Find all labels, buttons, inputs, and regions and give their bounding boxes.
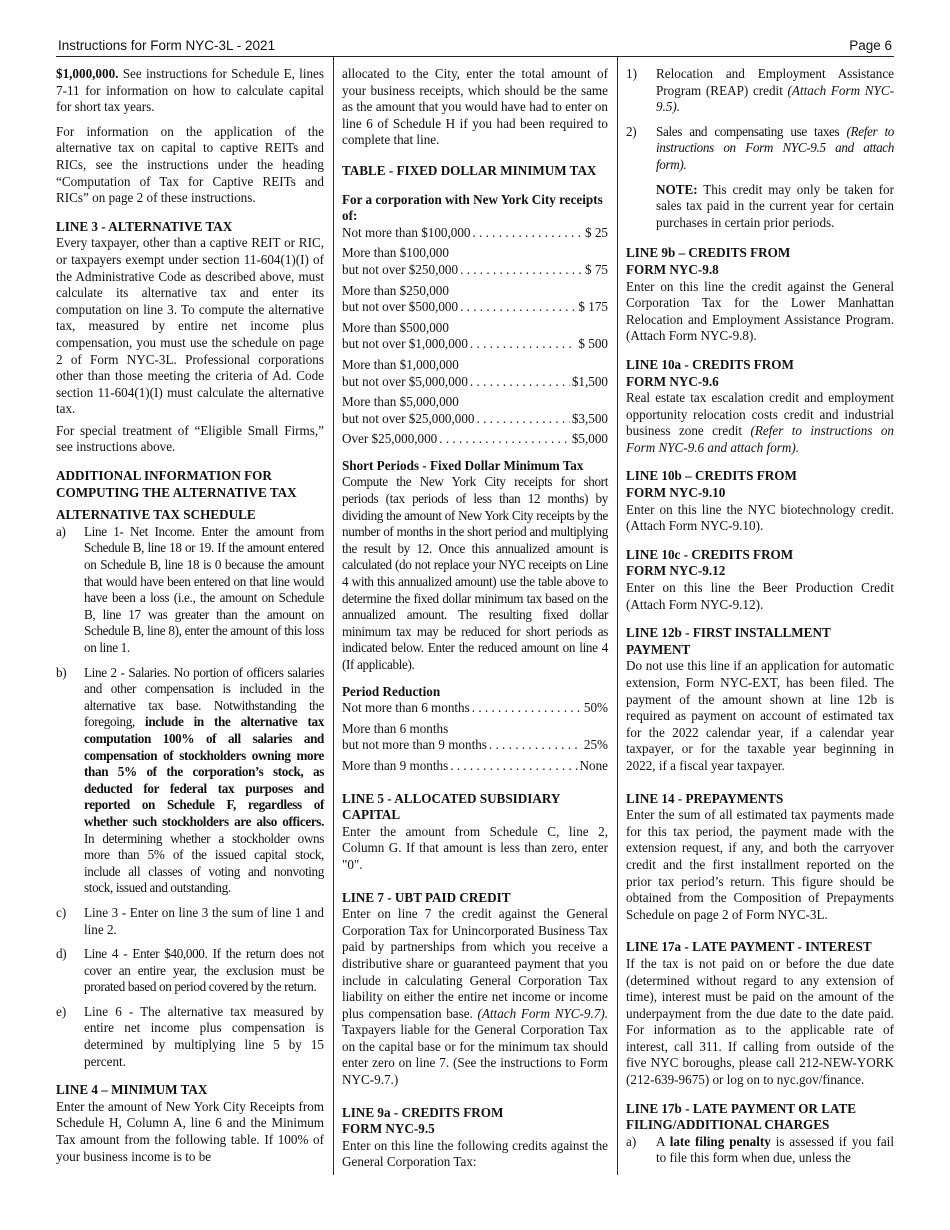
list-item-text: Line 3 - Enter on line 3 the sum of line 1 and line 2. xyxy=(84,904,324,937)
list-item-text: Line 6 - The alternative tax measured by entire net income plus compensation is determined by multiplying line 5 by 15 percent. xyxy=(84,1003,324,1069)
table-row xyxy=(342,758,608,775)
table-cell-range: More than $100,000 xyxy=(342,245,449,261)
section-heading-line-12b xyxy=(626,625,894,658)
table-cell-reduction: 50% xyxy=(583,700,608,716)
heading-line: FORM NYC-9.8 xyxy=(626,261,719,277)
table-row xyxy=(342,283,608,316)
column-1 xyxy=(56,66,324,1165)
list-item-bold: include in the alternative tax computation 100% of all salaries and compensation of stockholders owning more than 5% of the corporation’s stock, as deducted for federal tax purposes and reported on Schedule F, regardless of whether such stockholders are also officers. xyxy=(84,714,324,829)
section-heading-line-10b xyxy=(626,468,894,501)
table-cell-period: More than 6 months xyxy=(342,720,449,736)
table-cell-amount: $1,500 xyxy=(571,373,608,389)
list-marker: a) xyxy=(626,1133,637,1149)
paragraph: Enter the sum of all estimated tax payments made for this tax period, the payment made with the extension request, if any, and both the carryover credit and the first installment reported on the prior tax period’s return. This figure should be obtained from the Composition of Prepayments Schedule on page 2 of Form NYC-3L. xyxy=(626,807,894,922)
page-number: Page 6 xyxy=(849,38,892,53)
table-cell-period: Not more than 6 months xyxy=(342,700,470,716)
list-item xyxy=(56,905,324,938)
heading-line: FILING/ADDITIONAL CHARGES xyxy=(626,1117,830,1133)
table-row xyxy=(342,320,608,353)
section-heading-line-17a: LINE 17a - LATE PAYMENT - INTEREST xyxy=(626,939,872,955)
section-heading-line-5: LINE 5 - ALLOCATED SUBSIDIARY CAPITAL xyxy=(342,790,560,823)
list-marker: d) xyxy=(56,946,67,962)
heading-line: LINE 9a - CREDITS FROM xyxy=(342,1104,504,1120)
heading-line: LINE 9b – CREDITS FROM xyxy=(626,245,791,261)
table-cell-range: but not over $250,000 xyxy=(342,261,459,277)
heading-line: FORM NYC-9.10 xyxy=(626,485,726,501)
section-heading-line-14: LINE 14 - PREPAYMENTS xyxy=(626,790,784,806)
list-item-text: A xyxy=(656,1133,670,1149)
table-row xyxy=(342,721,608,754)
table-cell-range: More than $5,000,000 xyxy=(342,394,459,410)
list-item-text: Line 2 - Salaries. No portion of officers salaries and other compensation is included in the alternative tax base. Notwithstanding the foregoing, xyxy=(84,664,324,730)
section-heading-line-7: LINE 7 - UBT PAID CREDIT xyxy=(342,889,511,905)
section-heading-line-3: LINE 3 - ALTERNATIVE TAX xyxy=(56,218,233,234)
list-item xyxy=(56,1004,324,1070)
paragraph-text: This credit may only be taken for sales tax paid in the current year for certain purchases in certain prior periods. xyxy=(656,181,894,230)
list-item xyxy=(56,524,324,657)
table-cell-range: but not over $1,000,000 xyxy=(342,336,468,352)
note-paragraph xyxy=(626,182,894,232)
paragraph: allocated to the City, enter the total amount of your business receipts, which should be the same as the amount that you would have had to enter on line 6 of Schedule H if you had been required to complete that line. xyxy=(342,66,608,148)
table-cell-range: but not over $25,000,000 xyxy=(342,410,475,426)
list-item-text: Line 4 - Enter $40,000. If the return does not cover an entire year, the exclusion must be prorated based on period covered by the return. xyxy=(84,946,324,995)
table-cell-range: More than $500,000 xyxy=(342,319,449,335)
paragraph-italic: (Attach Form NYC-9.7). xyxy=(477,1005,608,1021)
alt-tax-schedule-list xyxy=(56,524,324,1070)
list-item-text: Line 1- Net Income. Enter the amount from Schedule B, line 18 or 19. If the amount entered on Schedule B, line 18 is 0 because the amount that would have been entered on that line would have been a loss (i.e., the amount on Schedule B, line 17 was greater than the amount on Schedule B, line 8), enter the amount of this loss on line 1. xyxy=(84,523,324,655)
heading-line: FORM NYC-9.6 xyxy=(626,373,719,389)
heading-line: FORM NYC-9.12 xyxy=(626,563,726,579)
header-rule xyxy=(56,56,894,57)
table-row xyxy=(342,431,608,448)
paragraph: Enter the amount of New York City Receipts from Schedule H, Column A, line 6 and the Minimum Tax amount from the following table. If 100% of your business income is to be xyxy=(56,1098,324,1164)
section-heading-line-10a xyxy=(626,357,894,390)
list-item xyxy=(56,946,324,996)
paragraph xyxy=(342,906,608,1089)
section-heading-additional-info: ADDITIONAL INFORMATION FOR COMPUTING THE ALTERNATIVE TAX xyxy=(56,468,297,500)
list-marker: 1) xyxy=(626,66,637,81)
heading-line: FORM NYC-9.5 xyxy=(342,1121,435,1137)
list-item-italic: (Refer to instructions on Form NYC-9.5 and attach form). xyxy=(656,123,894,172)
heading-line: LINE 12b - FIRST INSTALLMENT xyxy=(626,625,831,641)
column-divider-2 xyxy=(617,57,618,1175)
table-cell-period: More than 9 months xyxy=(342,757,449,773)
table-cell-reduction: None xyxy=(579,757,608,773)
list-item-text: Sales and compensating use taxes xyxy=(656,123,847,139)
table-cell-range: but not over $5,000,000 xyxy=(342,373,468,389)
table-cell-range: Over $25,000,000 xyxy=(342,431,438,447)
paragraph-text: See instructions for Schedule E, lines 7-11 for information on how to calculate capital for short tax years. xyxy=(56,66,324,115)
section-heading-line-9b xyxy=(626,245,894,278)
section-heading-short-periods: Short Periods - Fixed Dollar Minimum Tax xyxy=(342,457,584,473)
table-row xyxy=(342,700,608,717)
paragraph: Enter on this line the NYC biotechnology credit. (Attach Form NYC-9.10). xyxy=(626,501,894,534)
table-row xyxy=(342,357,608,390)
paragraph: Enter the amount from Schedule C, line 2, Column G. If that amount is less than zero, enter "0". xyxy=(342,823,608,872)
section-heading-period-reduction: Period Reduction xyxy=(342,683,441,699)
list-item-italic: (Attach Form NYC-9.5). xyxy=(656,82,894,115)
heading-line: LINE 17b - LATE PAYMENT OR LATE xyxy=(626,1100,857,1116)
table-cell-amount: $ 25 xyxy=(585,224,608,240)
section-heading-alt-tax-schedule: ALTERNATIVE TAX SCHEDULE xyxy=(56,507,256,523)
table-cell-range: but not over $500,000 xyxy=(342,299,459,315)
paragraph: Compute the New York City receipts for short periods (tax periods of less than 12 months) by dividing the amount of New York City receipts by the number of months in the short period and multiplying the result by 12. Once this annualized amount is calculated (do not replace your NYC receipts on Line 4 with this annualized amount) use the table above to determine the fixed dollar minimum tax based on the annualized amount. The resulting fixed dollar minimum tax may be reduced for short periods as indicated below. Enter the reduced amount on line 4 (If applicable). xyxy=(342,474,608,672)
list-marker: a) xyxy=(56,523,66,539)
list-item-bold: late filing penalty xyxy=(669,1133,771,1149)
paragraph: Enter on this line the credit against the General Corporation Tax for the Lower Manhattan Relocation and Employment Assistance Program. (Attach Form NYC-9.8). xyxy=(626,278,894,344)
header-title: Instructions for Form NYC-3L - 2021 xyxy=(58,38,276,53)
list-marker: e) xyxy=(56,1003,67,1019)
paragraph: Every taxpayer, other than a captive REIT or RIC, or taxpayers exempt under section 11-604(1)(I) of the Administrative Code as described above, must calculate its alternative tax and enter its computation on line 3. To compute the alternative tax, measured by entire net income plus compensation, you must use the schedule on page 2 of Form NYC-3L. Professional corporations other than those meeting the criteria of Ad. Code section 11-604(1)(I) must calculate the alternative tax. xyxy=(56,235,324,417)
paragraph: Enter on this line the following credits against the General Corporation Tax: xyxy=(342,1137,608,1170)
paragraph: For special treatment of “Eligible Small Firms,” see instructions above. xyxy=(56,422,324,455)
paragraph-text: Enter on line 7 the credit against the General Corporation Tax for Unincorporated Business Tax paid by partnerships from which you receive a distributive share or guaranteed payment that you include in calculating General Corporation Tax liability on either the entire net income or income plus compensation base. xyxy=(342,906,608,1021)
list-item-text: In determining whether a stockholder owns more than 5% of the issued capital stock, include all classes of voting and nonvoting stock, issued and outstanding. xyxy=(84,830,324,896)
paragraph-italic: (Refer to instructions on Form NYC-9.6 and attach form). xyxy=(626,423,894,455)
column-2 xyxy=(342,66,608,1171)
note-label: NOTE: xyxy=(656,181,698,197)
table-cell-range: More than $1,000,000 xyxy=(342,356,459,372)
table-cell-amount: $ 175 xyxy=(578,299,608,315)
heading-line: LINE 10b – CREDITS FROM xyxy=(626,468,797,484)
list-marker: 2) xyxy=(626,123,637,139)
list-item xyxy=(626,66,894,116)
column-divider-1 xyxy=(333,57,334,1175)
table-subheading: For a corporation with New York City receipts of: xyxy=(342,191,603,224)
paragraph xyxy=(56,66,324,116)
table-cell-range: More than $250,000 xyxy=(342,282,449,298)
list-marker: c) xyxy=(56,904,67,920)
column-3 xyxy=(626,66,894,1167)
heading-line: PAYMENT xyxy=(626,641,691,657)
period-reduction-table xyxy=(342,700,608,774)
table-cell-range: Not more than $100,000 xyxy=(342,224,471,240)
paragraph-text: Real estate tax escalation credit and employment opportunity relocation costs credit and industrial business zone credit xyxy=(626,390,894,439)
section-heading-line-4: LINE 4 – MINIMUM TAX xyxy=(56,1082,208,1098)
paragraph: Do not use this line if an application for automatic extension, Form NYC-EXT, has been filed. The payment of the amount shown at line 12b is required as payment on account of estimated tax for the 2022 calendar year, if a calendar year taxpayer, or for the taxable year beginning in 2022, if a fiscal year taxpayer. xyxy=(626,658,894,773)
list-item xyxy=(626,1134,894,1167)
paragraph: For information on the application of the alternative tax on capital to captive REITs and RICs, see the instructions under the heading “Computation of Tax for Captive REITs and RICs” on page 2 of these instructions. xyxy=(56,123,324,206)
list-marker: b) xyxy=(56,664,67,680)
section-heading-line-17b xyxy=(626,1101,894,1134)
page-header xyxy=(56,38,894,56)
paragraph-text: Taxpayers liable for the General Corporation Tax on the capital base or for the minimum tax should enter zero on line 7. (See the instructions to Form NYC-9.7.) xyxy=(342,1022,608,1088)
table-heading: TABLE - FIXED DOLLAR MINIMUM TAX xyxy=(342,162,597,178)
table-row xyxy=(342,394,608,427)
list-item xyxy=(626,124,894,174)
heading-line: LINE 10c - CREDITS FROM xyxy=(626,546,794,562)
section-heading-line-10c xyxy=(626,547,894,580)
late-charges-list xyxy=(626,1134,894,1167)
list-item-text: Relocation and Employment Assistance Program (REAP) credit xyxy=(656,66,894,98)
table-row xyxy=(342,225,608,242)
table-cell-period: but not more than 9 months xyxy=(342,737,487,753)
table-cell-amount: $5,000 xyxy=(571,431,608,447)
list-item xyxy=(56,665,324,897)
list-item-text: is assessed if you fail to file this form when due, unless the xyxy=(656,1133,894,1166)
table-row xyxy=(342,245,608,278)
min-tax-table xyxy=(342,225,608,448)
section-heading-line-9a xyxy=(342,1105,608,1138)
paragraph: Enter on this line the Beer Production Credit (Attach Form NYC-9.12). xyxy=(626,580,894,612)
table-cell-amount: $3,500 xyxy=(571,410,608,426)
amount-bold: $1,000,000. xyxy=(56,66,119,81)
table-cell-amount: $ 500 xyxy=(578,336,608,352)
heading-line: LINE 10a - CREDITS FROM xyxy=(626,356,794,372)
paragraph xyxy=(626,390,894,456)
paragraph: If the tax is not paid on or before the due date (determined without regard to any extension of time), interest must be paid on the amount of the underpayment from the due date to the date paid. For information as to the applicable rate of interest, call 311. If calling from outside of the five NYC boroughs, please call 212-NEW-YORK (212-639-9675) or log on to nyc.gov/finance. xyxy=(626,955,894,1088)
table-cell-reduction: 25% xyxy=(583,737,608,753)
table-cell-amount: $ 75 xyxy=(585,261,608,277)
